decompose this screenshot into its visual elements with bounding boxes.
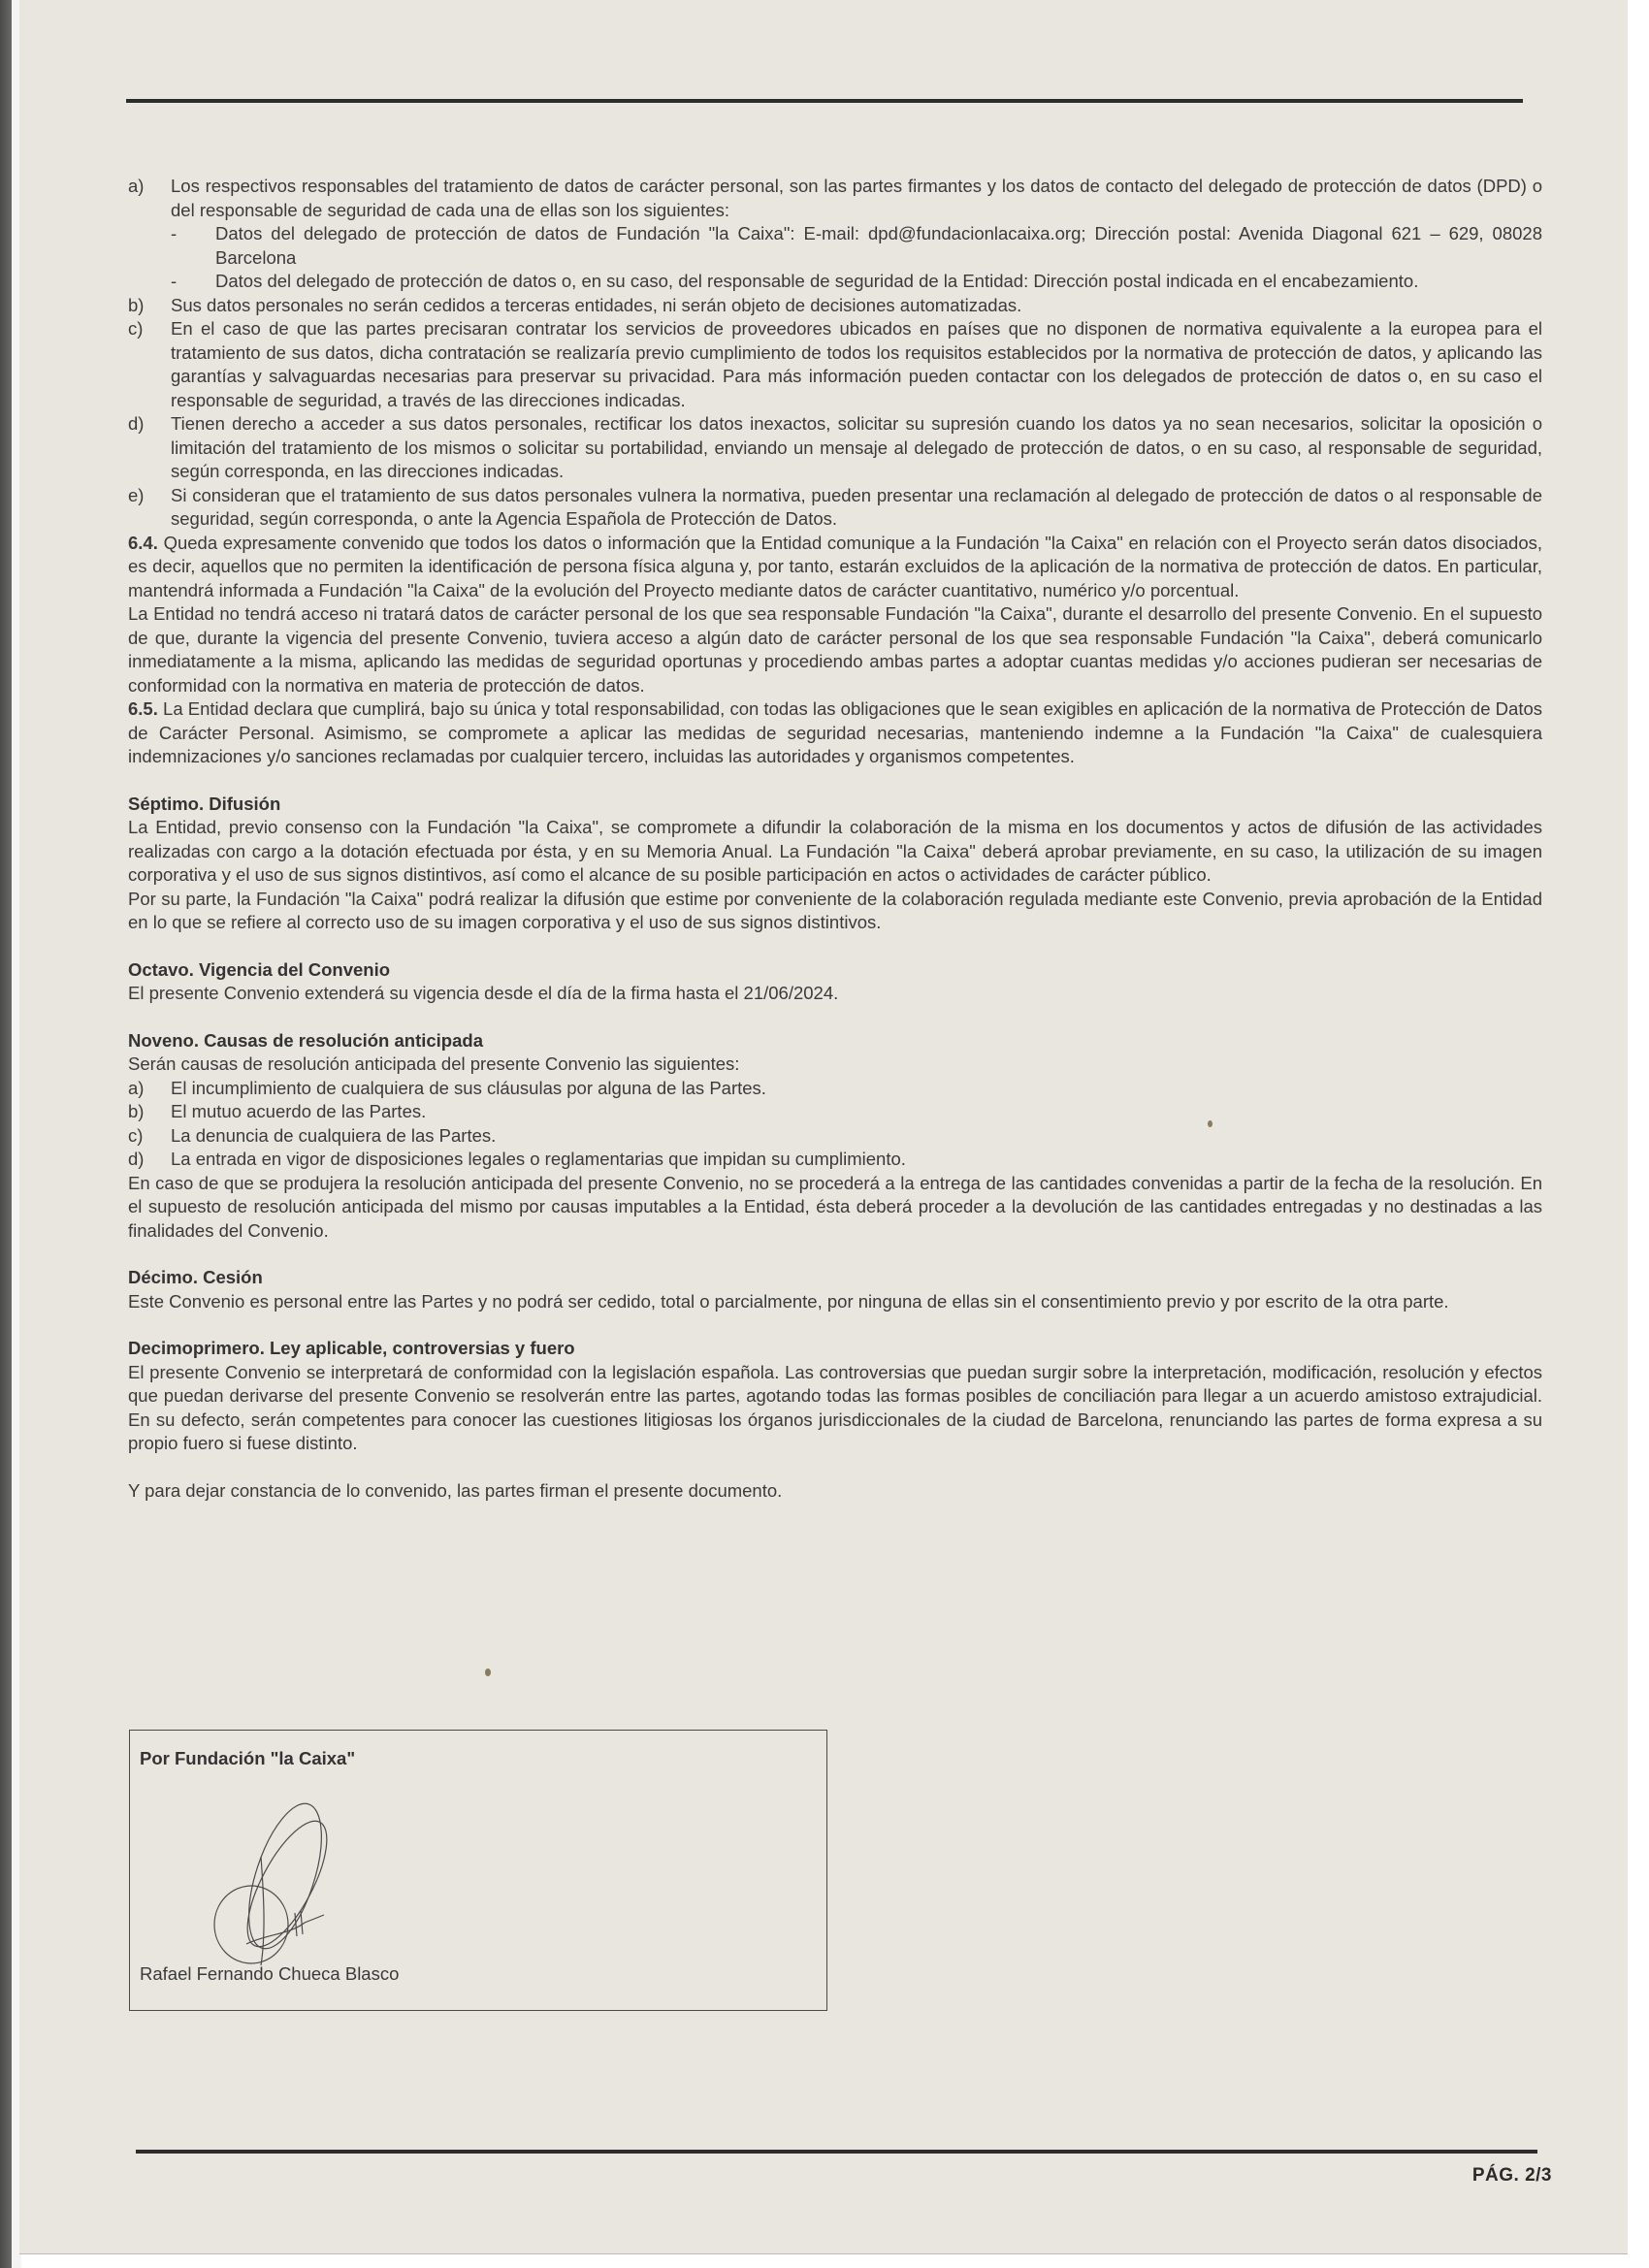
- item-text: Si consideran que el tratamiento de sus datos personales vulnera la normativa, pueden presentar una reclamación al delegado de protección de datos o al responsable de seguridad, según corresponda, o ante la Agencia Española de Protección de Datos.: [171, 484, 1542, 529]
- closing-statement: Y para dejar constancia de lo convenido, las partes firman el presente documento.: [128, 1480, 783, 1501]
- item-text: Tienen derecho a acceder a sus datos personales, rectificar los datos inexactos, solicitar su supresión cuando los datos ya no sean necesarios, solicitar la oposición o limitación del tratamiento de los mismos o solicitar su portabilidad, enviando un mensaje al delegado de protección de datos, o en su caso, al responsable de seguridad, según corresponda, en las direcciones indicadas.: [171, 413, 1542, 481]
- clause-text: Queda expresamente convenido que todos los datos o información que la Entidad comunique a la Fundación "la Caixa" en relación con el Proyecto serán datos disociados, es decir, aquellos que no permiten la identificación de persona física alguna y, por tanto, estarán excluidos de la aplicación de la normativa de protección de datos. En particular, mantendrá informada a Fundación "la Caixa" de la evolución del Proyecto mediante datos de carácter cuantitativo, numérico y/o porcentual.: [128, 532, 1543, 600]
- list-item: [128, 1077, 1542, 1101]
- item-mark: c): [128, 318, 144, 339]
- item-text: El mutuo acuerdo de las Partes.: [171, 1101, 427, 1121]
- signature-box: [129, 1730, 827, 2011]
- list-item-a: [128, 175, 1542, 222]
- item-text: Sus datos personales no serán cedidos a terceras entidades, ni serán objeto de decisiones automatizadas.: [171, 294, 1022, 315]
- footer-rule: [136, 2150, 1537, 2154]
- item-text: La entrada en vigor de disposiciones legales o reglamentarias que impidan su cumplimiento.: [171, 1149, 906, 1169]
- page-number: PÁG. 2/3: [1471, 2165, 1552, 2186]
- sub-item: [171, 270, 1542, 294]
- item-text: En el caso de que las partes precisaran contratar los servicios de proveedores ubicados en países que no disponen de normativa equivalente a la europea para el tratamiento de sus datos, dicha contratación se realizaría previo cumplimiento de todos los requisitos establecidos por la normativa de protección de datos, y aplicando las garantías y salvaguardas necesarias para preservar su privacidad. Para más información pueden contactar con los delegados de protección de datos o, en su caso el responsable de seguridad, a través de las direcciones indicadas.: [171, 318, 1542, 410]
- clause-6-4-paragraph-2: La Entidad no tendrá acceso ni tratará datos de carácter personal de los que sea responsable Fundación "la Caixa", durante el desarrollo del presente Convenio. En el supuesto de que, durante la vigencia del presente Convenio, tuviera acceso a algún dato de carácter personal de los que sea responsable Fundación "la Caixa", deberá comunicarlo inmediatamente a la misma, aplicando las medidas de seguridad oportunas y procediendo ambas partes a adoptar cuantas medidas y/o acciones pudieran ser necesarias de conformidad con la normativa en materia de protección de datos.: [128, 603, 1542, 696]
- list-item-c: [128, 317, 1542, 412]
- list-item: [128, 1100, 1542, 1124]
- item-mark: c): [128, 1124, 144, 1146]
- section-heading-octavo: Octavo. Vigencia del Convenio: [128, 958, 391, 980]
- document-page: [19, 0, 1628, 2253]
- clause-number: 6.4.: [128, 532, 158, 553]
- header-rule: [126, 99, 1523, 103]
- item-mark: a): [128, 1077, 145, 1098]
- sub-item-text: Datos del delegado de protección de datos de Fundación "la Caixa": E-mail: dpd@fundacionlacaixa.org; Dirección postal: Avenida Diagonal 621 – 629, 08028 Barcelona: [215, 223, 1542, 268]
- sub-item-text: Datos del delegado de protección de datos o, en su caso, del responsable de seguridad de la Entidad: Dirección postal indicada en el encabezamiento.: [215, 271, 1419, 291]
- section-heading-noveno: Noveno. Causas de resolución anticipada: [128, 1029, 483, 1051]
- item-mark: b): [128, 294, 145, 315]
- signatory-name: Rafael Fernando Chueca Blasco: [140, 1963, 400, 1984]
- handwritten-signature-icon: [208, 1798, 353, 1973]
- paragraph: Este Convenio es personal entre las Partes y no podrá ser cedido, total o parcialmente, por ninguna de ellas sin el consentimiento previo y por escrito de la otra parte.: [128, 1290, 1449, 1312]
- signature-box-title: Por Fundación "la Caixa": [140, 1748, 356, 1768]
- document-body: [128, 175, 1542, 1504]
- list-item-d: [128, 412, 1542, 484]
- item-mark: b): [128, 1101, 145, 1121]
- scan-speck: [485, 1669, 491, 1676]
- paragraph: El presente Convenio extenderá su vigencia desde el día de la firma hasta el 21/06/2024.: [128, 983, 839, 1003]
- item-mark: a): [128, 176, 145, 196]
- item-text: Los respectivos responsables del tratamiento de datos de carácter personal, son las partes firmantes y los datos de contacto del delegado de protección de datos (DPD) o del responsable de seguridad de cada una de ellas son los siguientes:: [171, 176, 1542, 220]
- clause-6-4: [128, 532, 1542, 603]
- paragraph: La Entidad, previo consenso con la Fundación "la Caixa", se compromete a difundir la colaboración de la misma en los documentos y actos de difusión de las actividades realizadas con cargo a la dotación efectuada por ésta, y en su Memoria Anual. La Fundación "la Caixa" deberá aprobar previamente, en su caso, la utilización de su imagen corporativa y el uso de sus signos distintivos, así como el alcance de su posible participación en actos o actividades de carácter público.: [128, 817, 1542, 885]
- item-text: El incumplimiento de cualquiera de sus cláusulas por alguna de las Partes.: [171, 1077, 766, 1098]
- sub-item-mark: -: [171, 271, 178, 291]
- list-item-e: [128, 484, 1542, 532]
- item-mark: d): [128, 413, 145, 434]
- scan-speck: [1208, 1120, 1212, 1127]
- spacer: [128, 1456, 1542, 1480]
- list-item-b: [128, 294, 1542, 318]
- scan-edge-dark: [0, 0, 12, 2268]
- section-heading-decimoprimero: Decimoprimero. Ley aplicable, controversias y fuero: [128, 1338, 575, 1358]
- paragraph: En caso de que se produjera la resolución anticipada del presente Convenio, no se procederá a la entrega de las cantidades convenidas a partir de la fecha de la resolución. En el supuesto de resolución anticipada del mismo por causas imputables a la Entidad, ésta deberá proceder a la devolución de las cantidades entregadas y no destinadas a las finalidades del Convenio.: [128, 1172, 1542, 1241]
- list-item: [128, 1124, 1542, 1149]
- paragraph: El presente Convenio se interpretará de conformidad con la legislación española. Las controversias que puedan surgir sobre la interpretación, modificación, resolución y efectos que puedan derivarse del presente Convenio se resolverán entre las partes, agotando todas las formas posibles de conciliación para llegar a un acuerdo amistoso extrajudicial. En su defecto, serán competentes para conocer las cuestiones litigiosas los órganos jurisdiccionales de la ciudad de Barcelona, renunciando las partes de forma expresa a su propio fuero si fuese distinto.: [128, 1361, 1542, 1453]
- item-mark: e): [128, 484, 145, 505]
- sub-item-mark: -: [171, 223, 178, 243]
- sub-item: [171, 222, 1542, 270]
- paragraph: Serán causas de resolución anticipada del presente Convenio las siguientes:: [128, 1053, 740, 1074]
- item-mark: d): [128, 1149, 145, 1169]
- clause-text: La Entidad declara que cumplirá, bajo su única y total responsabilidad, con todas las obligaciones que le sean exigibles en aplicación de la normativa de Protección de Datos de Carácter Personal. Asimismo, se compromete a aplicar las medidas de seguridad necesarias, manteniendo indemne a la Fundación "la Caixa" de cualesquiera indemnizaciones y/o sanciones reclamadas por cualquier tercero, incluidas las autoridades y organismos competentes.: [128, 698, 1542, 766]
- clause-6-5: [128, 697, 1542, 769]
- section-heading-septimo: Séptimo. Difusión: [128, 793, 281, 814]
- section-heading-decimo: Décimo. Cesión: [128, 1267, 263, 1287]
- list-item: [128, 1148, 1542, 1172]
- item-text: La denuncia de cualquiera de las Partes.: [171, 1124, 497, 1146]
- paragraph: Por su parte, la Fundación "la Caixa" podrá realizar la difusión que estime por conveniente de la colaboración regulada mediante este Convenio, previa aprobación de la Entidad en lo que se refiere al correcto uso de su imagen corporativa y el uso de sus signos distintivos.: [128, 888, 1542, 932]
- clause-number: 6.5.: [128, 698, 158, 719]
